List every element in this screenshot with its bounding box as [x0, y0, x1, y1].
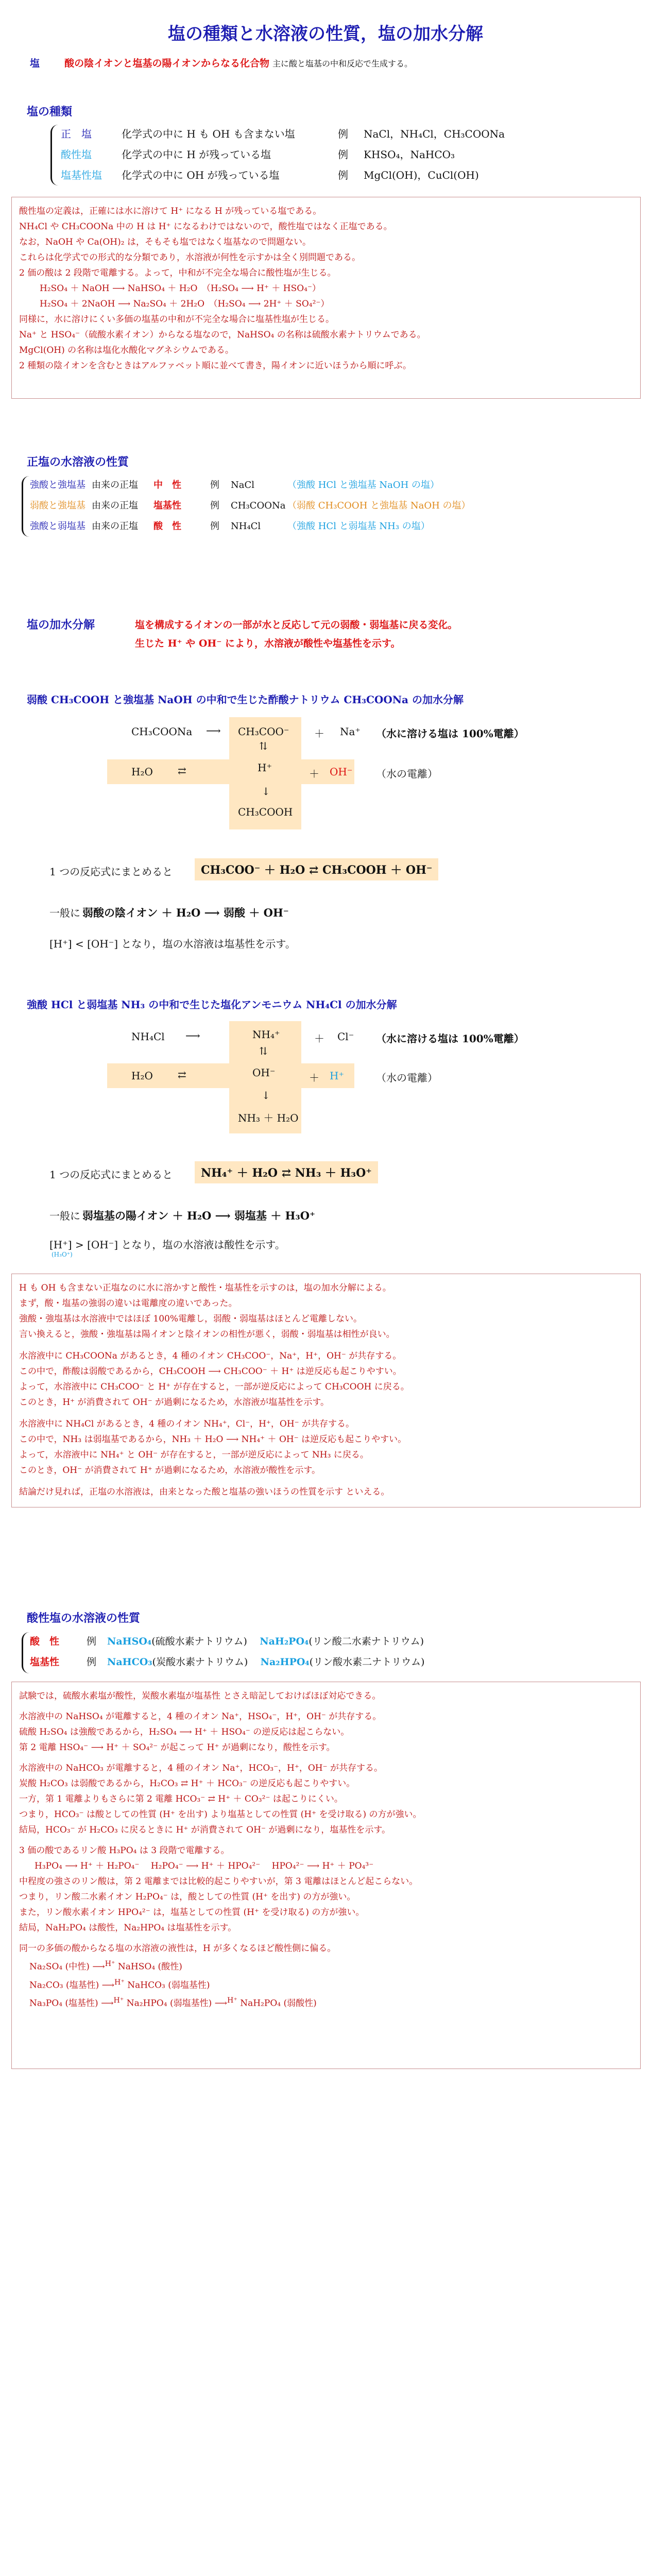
water: H₂O — [131, 1070, 153, 1082]
ammonium-ion: NH₄⁺ — [252, 1028, 280, 1041]
plus-sign: ＋ — [309, 1072, 319, 1084]
dissolve-note: （水に溶ける塩は 100%電離） — [376, 727, 524, 740]
acetate-heading: 弱酸 CH₃COOH と強塩基 NaOH の中和で生じた酢酸ナトリウム CH₃COONa の加水分解 — [27, 693, 464, 706]
neutral-salt-row: 強酸と弱塩基 由来の正塩 酸 性 例 NH₄Cl （強酸 HCl と弱塩基 NH₃ の塩） — [30, 521, 430, 532]
intro-definition: 酸の陰イオンと塩基の陽イオンからなる化合物 — [64, 58, 269, 69]
sodium-ion: Na⁺ — [340, 725, 361, 738]
acetic-acid: CH₃COOH — [238, 806, 293, 818]
plus-sign: ＋ — [309, 768, 319, 780]
ammonium-result-sub: (H₃O⁺) — [52, 1251, 73, 1258]
salt-types-heading: 塩の種類 — [27, 105, 73, 118]
chain-row: Na₂SO₄ (中性) ⟶$^{H^+}$ NaHSO₄ (酸性) — [29, 1960, 182, 1972]
acetate-summary-equation: CH₃COO⁻ ＋ H₂O ⇄ CH₃COOH ＋ OH⁻ — [195, 858, 438, 880]
hydrolysis-effect: 生じた H⁺ や OH⁻ により，水溶液が酸性や塩基性を示す。 — [135, 638, 401, 649]
acetate-salt: CH₃COONa — [131, 725, 193, 738]
intro-term: 塩 — [30, 58, 40, 69]
hydroxide-ion: OH⁻ — [330, 766, 353, 778]
ammonium-salt: NH₄Cl — [131, 1030, 165, 1043]
plus-sign: ＋ — [314, 1032, 324, 1045]
note-hydrolysis-explanation: H も OH も含まない正塩なのに水に溶かすと酸性・塩基性を示すのは，塩の加水分解による。 まず，酸・塩基の強弱の違いは電離度の違いであった。 強酸・強塩基は水溶液中ではほぼ 100%電離し，弱酸・弱塩基はほとんど電離しない。 言い換えると，強酸・強塩基は陽イオンと陰イオンの相性が悪く，弱酸・弱塩基は相性が良い。 水溶液中に CH₃COONa があるとき，4 種のイオン CH₃COO⁻，Na⁺，H⁺，OH⁻ が共存する。 この中で，酢酸は弱酸であるから，CH₃COOH ⟶ CH₃COO⁻ ＋ H⁺ は逆反応も起こりやすい。 よって，水溶液中に CH₃COO⁻ と H⁺ が存在すると，一部が逆反応によって CH₃COOH に戻る。 このとき，H⁺ が消費されて OH⁻ が過剰になるため，水溶液が塩基性を示す。 水溶液中に NH₄Cl があるとき，4 種のイオン NH₄⁺，Cl⁻，H⁺，OH⁻ が共存する。 この中で，NH₃ は弱塩基であるから，NH₃ ＋ H₂O ⟶ NH₄⁺ ＋ OH⁻ は逆反応も起こりやすい。 よって，水溶液中に NH₄⁺ と OH⁻ が存在すると，一部が逆反応によって NH₃ に戻る。 このとき，OH⁻ が消費されて H⁺ が過剰になるため，水溶液が酸性を示す。 結論だけ見れば，正塩の水溶液は，由来となった酸と塩基の強いほうの性質を示す といえる。 — [11, 1274, 641, 1507]
ammonium-summary-label: 1 つの反応式にまとめると — [49, 1168, 173, 1181]
neutral-salt-table — [30, 475, 471, 537]
arrow-down-icon: ↓ — [262, 785, 270, 798]
neutral-salt-row: 弱酸と強塩基 由来の正塩 塩基性 例 CH₃COONa （弱酸 CH₃COOH と強塩基 NaOH の塩） — [30, 500, 471, 511]
note-salt-definition: 酸性塩の定義は，正確には水に溶けて H⁺ になる H が残っている塩である。 NH₄Cl や CH₃COONa 中の H は H⁺ になるわけではないので，酸性塩ではなく正塩である。 なお，NaOH や Ca(OH)₂ は，そもそも塩ではなく塩基なので問題ない。 これらは化学式での形式的な分類であり，水溶液が何性を示すかは全く別問題である。 2 価の酸は 2 段階で電離する。よって，中和が不完全な場合に酸性塩が生じる。 H₂SO₄ ＋ NaOH ⟶ NaHSO₄ ＋ H₂O （H₂SO₄ ⟶ H⁺ ＋ HSO₄⁻） H₂SO₄ ＋ 2NaOH ⟶ Na₂SO₄ ＋ 2H₂O （H₂SO₄ ⟶ 2H⁺ ＋ SO₄²⁻） 同様に，水に溶けにくい多価の塩基の中和が不完全な場合に塩基性塩が生じる。 Na⁺ と HSO₄⁻（硫酸水素イオン）からなる塩なので，NaHSO₄ の名称は硫酸水素ナトリウムである。 MgCl(OH) の名称は塩化水酸化マグネシウムである。 2 種類の陰イオンを含むときはアルファベット順に並べて書き，陽イオンに近いほうから順に呼ぶ。 — [11, 197, 641, 399]
equilibrium-arrow-icon: ⇄ — [178, 765, 186, 777]
ammonium-result: [H⁺] > [OH⁻] となり，塩の水溶液は酸性を示す。 — [49, 1239, 285, 1251]
chain-row: Na₂CO₃ (塩基性) ⟶$^{H^+}$ NaHCO₃ (弱塩基性) — [29, 1978, 210, 1991]
acetate-summary-label: 1 つの反応式にまとめると — [49, 866, 173, 878]
intro-rest: 主に酸と塩基の中和反応で生成する。 — [272, 59, 413, 69]
acetate-general-equation: 弱酸の陰イオン ＋ H₂O ⟶ 弱酸 ＋ OH⁻ — [82, 906, 289, 919]
ammonium-heading: 強酸 HCl と弱塩基 NH₃ の中和で生じた塩化アンモニウム NH₄Cl の加水分解 — [27, 998, 397, 1011]
ammonium-summary-equation: NH₄⁺ ＋ H₂O ⇄ NH₃ ＋ H₃O⁺ — [195, 1161, 378, 1183]
ammonium-general-equation: 弱塩基の陽イオン ＋ H₂O ⟶ 弱塩基 ＋ H₃O⁺ — [82, 1209, 316, 1222]
salt-types-brace — [50, 125, 58, 185]
equilibrium-arrow-icon: ⇅ — [259, 740, 268, 752]
acid-salt-row: 酸 性 例 NaHSO₄(硫酸水素ナトリウム) NaH₂PO₄(リン酸二水素ナトリウム) — [30, 1636, 424, 1647]
acetate-general-label: 一般に — [49, 907, 80, 919]
hydrogen-ion: H⁺ — [330, 1070, 344, 1082]
arrow-icon: ⟶ — [214, 1998, 227, 2009]
water-note: （水の電離） — [376, 768, 438, 780]
water: H₂O — [131, 766, 153, 778]
acid-salt-table — [30, 1631, 424, 1672]
water-note: （水の電離） — [376, 1072, 438, 1084]
hydrogen-ion: H⁺ — [258, 761, 272, 774]
salt-type-row: 正 塩 化学式の中に H も OH も含まない塩 例 NaCl，NH₄Cl，CH₃COONa — [61, 128, 505, 140]
chain-row: Na₃PO₄ (塩基性) ⟶$^{H^+}$ Na₂HPO₄ (弱塩基性) ⟶$^{H^+}$ NaH₂PO₄ (弱酸性) — [29, 1996, 317, 2009]
note-acid-salt-explanation: 試験では，硫酸水素塩が酸性，炭酸水素塩が塩基性 とさえ暗記しておけばほぼ対応できる。 水溶液中の NaHSO₄ が電離すると，4 種のイオン Na⁺，HSO₄⁻，H⁺，OH⁻ が共存する。 硫酸 H₂SO₄ は強酸であるから，H₂SO₄ ⟶ H⁺ ＋ HSO₄⁻ の逆反応は起こらない。 第 2 電離 HSO₄⁻ ⟶ H⁺ ＋ SO₄²⁻ が起こって H⁺ が過剰になり，酸性を示す。 水溶液中の NaHCO₃ が電離すると，4 種のイオン Na⁺，HCO₃⁻，H⁺，OH⁻ が共存する。 炭酸 H₂CO₃ は弱酸であるから，H₂CO₃ ⇄ H⁺ ＋ HCO₃⁻ の逆反応も起こりやすい。 一方，第 1 電離よりもさらに第 2 電離 HCO₃⁻ ⇄ H⁺ ＋ CO₃²⁻ は起こりにくい。 つまり，HCO₃⁻ は酸としての性質 (H⁺ を出す) より塩基としての性質 (H⁺ を受け取る) の方が強い。 結局，HCO₃⁻ が H₂CO₃ に戻るときに H⁺ が消費されて OH⁻ が過剰になり，塩基性を示す。 3 価の酸であるリン酸 H₃PO₄ は 3 段階で電離する。 H₃PO₄ ⟶ H⁺ ＋ H₂PO₄⁻ H₂PO₄⁻ ⟶ H⁺ ＋ HPO₄²⁻ HPO₄²⁻ ⟶ H⁺ ＋ PO₄³⁻ 中程度の強さのリン酸は，第 2 電離までは比較的起こりやすいが，第 3 電離はほとんど起こらない。 つまり，リン酸二水素イオン H₂PO₄⁻ は，酸としての性質 (H⁺ を出す) の方が強い。 また，リン酸水素イオン HPO₄²⁻ は，塩基としての性質 (H⁺ を受け取る) の方が強い。 結局，NaH₂PO₄ は酸性，Na₂HPO₄ は塩基性を示す。 同一の多価の酸からなる塩の水溶液の液性は，H が多くなるほど酸性側に偏る。 Na₂SO₄ (中性) ⟶$^{H^+}$ NaHSO₄ (酸性) Na₂CO₃ (塩基性) ⟶$^{H^+}$ NaHCO₃ (弱塩基性) Na₃PO₄ (塩基性) ⟶$^{H^+}$ Na₂HPO₄ (弱塩基性) ⟶$^{H^+}$ NaH₂PO₄ (弱酸性) — [11, 1682, 641, 2069]
salt-type-row: 酸性塩 化学式の中に H が残っている塩 例 KHSO₄，NaHCO₃ — [61, 148, 455, 161]
page-title: 塩の種類と水溶液の性質，塩の加水分解 — [168, 24, 483, 44]
salt-type-row: 塩基性塩 化学式の中に OH が残っている塩 例 MgCl(OH)，CuCl(OH) — [61, 169, 479, 181]
neutral-salt-brace — [22, 476, 29, 537]
ammonium-general-label: 一般に — [49, 1210, 80, 1222]
hydrolysis-definition: 塩を構成するイオンの一部が水と反応して元の弱酸・弱塩基に戻る変化。 — [135, 619, 458, 631]
arrow-icon: ⟶ — [101, 1998, 114, 2009]
acid-salt-brace — [22, 1632, 29, 1673]
neutral-salt-heading: 正塩の水溶液の性質 — [27, 455, 129, 469]
neutral-salt-row: 強酸と強塩基 由来の正塩 中 性 例 NaCl （強酸 HCl と強塩基 NaOH の塩） — [30, 480, 440, 490]
intro-line — [30, 56, 413, 70]
acetate-anion: CH₃COO⁻ — [238, 725, 289, 738]
arrow-down-icon: ↓ — [262, 1089, 270, 1101]
equilibrium-arrow-icon: ⇄ — [178, 1069, 186, 1081]
acid-salt-row: 塩基性 例 NaHCO₃(炭酸水素ナトリウム) Na₂HPO₄(リン酸水素二ナトリウム) — [30, 1656, 425, 1668]
equilibrium-arrow-icon: ⇅ — [259, 1045, 268, 1057]
salt-types-table — [61, 124, 505, 185]
arrow-icon: ⟶ — [92, 1961, 105, 1972]
hydroxide-ion: OH⁻ — [252, 1066, 276, 1079]
hydrolysis-heading: 塩の加水分解 — [27, 618, 95, 632]
arrow-icon: ⟶ — [185, 1029, 200, 1042]
plus-sign: ＋ — [314, 727, 324, 740]
acetate-result: [H⁺] < [OH⁻] となり，塩の水溶液は塩基性を示す。 — [49, 938, 296, 950]
ammonia-water: NH₃ ＋ H₂O — [238, 1112, 299, 1124]
arrow-icon: ⟶ — [101, 1980, 115, 1991]
acid-salt-heading: 酸性塩の水溶液の性質 — [27, 1612, 141, 1625]
arrow-icon: ⟶ — [206, 724, 221, 737]
chloride-ion: Cl⁻ — [337, 1030, 354, 1043]
dissolve-note: （水に溶ける塩は 100%電離） — [376, 1032, 524, 1045]
